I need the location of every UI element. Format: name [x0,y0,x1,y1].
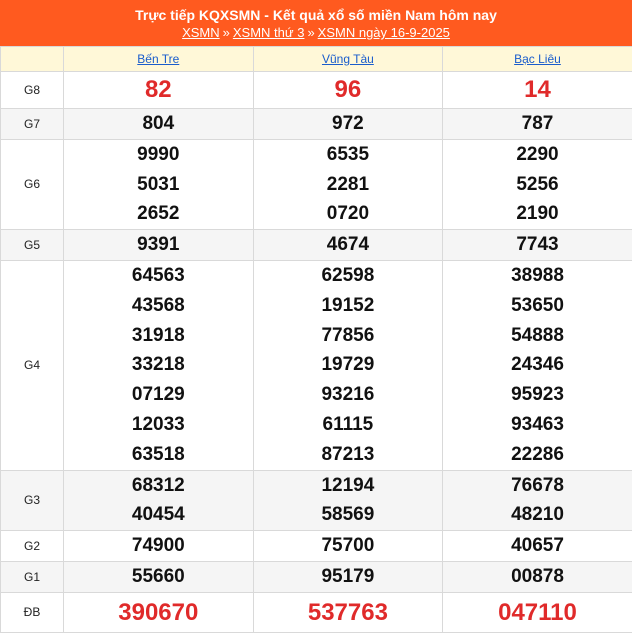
result-cell [64,139,254,229]
result-number: 2652 [64,199,253,229]
result-number: 38988 [443,261,632,291]
result-cell [64,592,254,632]
result-number: 14 [443,72,632,108]
province-link-vung-tau[interactable]: Vũng Tàu [322,52,374,66]
prize-row [1,72,632,109]
result-number: 53650 [443,291,632,321]
prize-label: G2 [1,531,64,562]
breadcrumb-separator: » [307,25,314,40]
result-number: 61115 [254,410,443,440]
result-cell [64,72,254,109]
result-cell [443,260,632,470]
result-number: 00878 [443,562,632,592]
breadcrumb [0,25,632,41]
result-number: 75700 [254,531,443,561]
result-number: 68312 [64,471,253,501]
prize-label: G3 [1,470,64,531]
result-number: 390670 [64,593,253,632]
prize-label: G7 [1,109,64,140]
province-link-ben-tre[interactable]: Bến Tre [137,52,179,66]
result-cell [253,531,443,562]
result-number: 54888 [443,321,632,351]
prize-label: G1 [1,561,64,592]
prize-label: G5 [1,230,64,261]
result-number: 40657 [443,531,632,561]
result-number: 6535 [254,140,443,170]
result-cell [253,260,443,470]
result-number: 047110 [443,593,632,632]
province-header [253,47,443,72]
prize-label: G6 [1,139,64,229]
result-number: 5256 [443,170,632,200]
result-cell [443,531,632,562]
result-cell [253,592,443,632]
result-number: 43568 [64,291,253,321]
province-header [443,47,632,72]
result-number: 2290 [443,140,632,170]
results-table [0,46,632,633]
province-link-bac-lieu[interactable]: Bạc Liêu [514,52,561,66]
prize-label: G8 [1,72,64,109]
result-number: 9391 [64,230,253,260]
result-cell [443,230,632,261]
result-number: 40454 [64,500,253,530]
result-number: 07129 [64,380,253,410]
header-corner-cell [1,47,64,72]
result-number: 24346 [443,350,632,380]
result-number: 87213 [254,440,443,470]
result-number: 95179 [254,562,443,592]
result-number: 0720 [254,199,443,229]
prize-row [1,470,632,531]
result-cell [253,230,443,261]
result-number: 19152 [254,291,443,321]
result-cell [443,470,632,531]
result-number: 5031 [64,170,253,200]
breadcrumb-separator: » [223,25,230,40]
result-cell [253,72,443,109]
result-number: 19729 [254,350,443,380]
result-number: 77856 [254,321,443,351]
result-number: 95923 [443,380,632,410]
result-number: 48210 [443,500,632,530]
result-number: 82 [64,72,253,108]
result-cell [64,260,254,470]
result-cell [443,561,632,592]
prize-row [1,531,632,562]
result-number: 55660 [64,562,253,592]
result-number: 63518 [64,440,253,470]
result-number: 31918 [64,321,253,351]
result-number: 12033 [64,410,253,440]
breadcrumb-link-xsmn-ngay[interactable]: XSMN ngày 16-9-2025 [318,25,450,40]
province-header [64,47,254,72]
result-number: 62598 [254,261,443,291]
result-cell [64,230,254,261]
table-header-row [1,47,632,72]
result-number: 2281 [254,170,443,200]
result-cell [64,470,254,531]
result-cell [253,109,443,140]
result-number: 93216 [254,380,443,410]
result-cell [64,561,254,592]
result-number: 972 [254,109,443,139]
result-number: 74900 [64,531,253,561]
prize-label: G4 [1,260,64,470]
result-number: 12194 [254,471,443,501]
result-number: 7743 [443,230,632,260]
result-cell [253,470,443,531]
prize-row [1,561,632,592]
result-cell [64,109,254,140]
result-cell [443,109,632,140]
result-cell [443,72,632,109]
result-number: 9990 [64,140,253,170]
result-cell [253,561,443,592]
prize-row [1,260,632,470]
result-number: 22286 [443,440,632,470]
result-number: 76678 [443,471,632,501]
result-cell [443,592,632,632]
result-number: 4674 [254,230,443,260]
breadcrumb-link-xsmn[interactable]: XSMN [182,25,220,40]
result-number: 2190 [443,199,632,229]
result-number: 64563 [64,261,253,291]
prize-row [1,109,632,140]
result-number: 804 [64,109,253,139]
results-body [1,72,632,633]
result-number: 96 [254,72,443,108]
prize-row [1,592,632,632]
result-number: 787 [443,109,632,139]
page-header [0,0,632,46]
result-number: 537763 [254,593,443,632]
breadcrumb-link-xsmn-thu-3[interactable]: XSMN thứ 3 [233,25,305,40]
result-cell [443,139,632,229]
result-cell [253,139,443,229]
result-cell [64,531,254,562]
prize-label: ĐB [1,592,64,632]
prize-row [1,230,632,261]
prize-row [1,139,632,229]
page-title: Trực tiếp KQXSMN - Kết quả xổ số miền Nam hôm nay [0,7,632,24]
result-number: 93463 [443,410,632,440]
result-number: 33218 [64,350,253,380]
result-number: 58569 [254,500,443,530]
